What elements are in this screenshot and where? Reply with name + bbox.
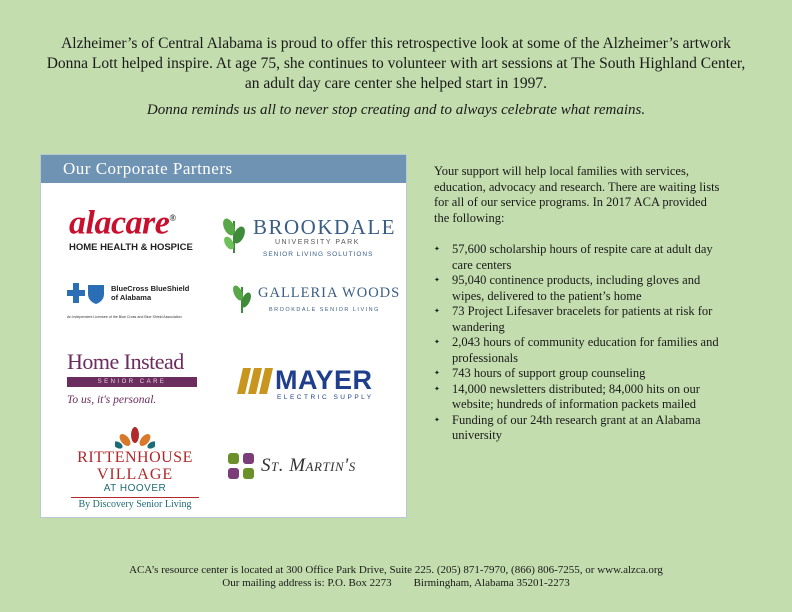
blue-shield-icon [87, 283, 105, 305]
intro-quote: Donna reminds us all to never stop creating and to always celebrate what remains. [146, 102, 646, 118]
blue-cross-icon [67, 283, 85, 303]
leaf-icon [231, 283, 253, 315]
list-item: ✦ 14,000 newsletters distributed; 84,000 hits on our website; hundreds of information packets mailed [434, 382, 724, 413]
list-item: ✦ 2,043 hours of community education for families and professionals [434, 335, 724, 366]
bcbs-name: BlueCross BlueShield [111, 284, 190, 293]
intro-paragraph: Alzheimer’s of Central Alabama is proud to offer this retrospective look at some of the Alzheimer’s artwork Donna Lott helped inspire. At age 75, she continues to volunteer with art sessions at The South Highland Center, an adult day care center she helped start in 1997. [46, 35, 746, 92]
rittenhouse-line3: AT HOOVER [103, 483, 167, 494]
mayer-stripes-icon [237, 368, 275, 394]
bcbs-note: An Independent Licensee of the Blue Cross and Blue Shield Association [67, 315, 182, 319]
support-section [434, 164, 724, 444]
brookdale-sub: UNIVERSITY PARK [275, 239, 360, 246]
rittenhouse-village-logo [65, 427, 205, 515]
footer-mailing: Our mailing address is: P.O. Box 2273 Birmingham, Alabama 35201-2273 [222, 577, 570, 589]
mayer-sub: ELECTRIC SUPPLY [277, 394, 374, 401]
flower-icon [115, 427, 155, 449]
alacare-name: alacare [69, 204, 170, 242]
bcbs-sub: of Alabama [111, 293, 152, 302]
partners-panel [40, 154, 407, 518]
home-instead-name: Home Instead [67, 349, 184, 374]
support-list [434, 242, 724, 444]
alacare-tagline: HOME HEALTH & HOSPICE [69, 242, 193, 254]
galleria-sub: BROOKDALE SENIOR LIVING [269, 307, 380, 313]
st-martins-logo [227, 452, 397, 482]
st-martins-mark-icon [227, 452, 255, 480]
brookdale-name: BROOKDALE [253, 215, 396, 239]
bcbs-logo [67, 283, 217, 323]
footer [40, 564, 752, 590]
home-instead-tagline: To us, it's personal. [67, 394, 157, 406]
rittenhouse-line1: RITTENHOUSE [77, 449, 193, 466]
home-instead-band: SENIOR CARE [67, 377, 197, 387]
list-item: ✦ 743 hours of support group counseling [434, 366, 724, 382]
partners-heading: Our Corporate Partners [41, 155, 406, 183]
rittenhouse-tagline: By Discovery Senior Living [71, 497, 199, 510]
list-item: ✦ 95,040 continence products, including gloves and wipes, delivered to the patient’s home [434, 273, 724, 304]
mayer-logo [237, 367, 397, 401]
brookdale-tagline: SENIOR LIVING SOLUTIONS [263, 251, 374, 258]
rittenhouse-line2: VILLAGE [96, 466, 174, 483]
list-item: ✦ 57,600 scholarship hours of respite care at adult day care centers [434, 242, 724, 273]
leaf-icon [221, 215, 247, 255]
mayer-name: MAYER [275, 365, 373, 395]
home-instead-logo [67, 349, 227, 415]
galleria-woods-logo [231, 283, 401, 323]
list-item: ✦ Funding of our 24th research grant at an Alabama university [434, 413, 724, 444]
galleria-name: GALLERIA WOODS [258, 285, 401, 301]
alacare-reg: ® [169, 213, 176, 223]
footer-address: ACA’s resource center is located at 300 Office Park Drive, Suite 225. (205) 871-7970, (866) 806-7255, or www.alzca.org [129, 564, 663, 576]
support-intro: Your support will help local families with services, education, advocacy and research. There are waiting lists for all of our service programs. In 2017 ACA provided the following: [434, 164, 720, 225]
list-item: ✦ 73 Project Lifesaver bracelets for patients at risk for wandering [434, 304, 724, 335]
st-martins-name: St. Martin's [261, 455, 356, 476]
alacare-logo [69, 201, 219, 253]
